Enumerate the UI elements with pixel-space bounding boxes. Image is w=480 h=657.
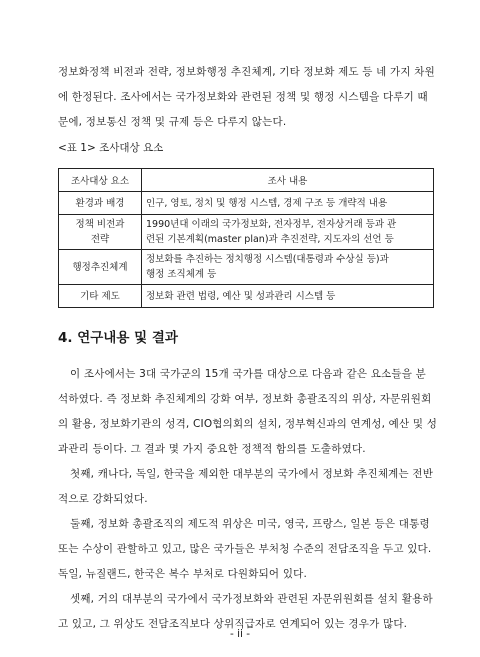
body-line: 적으로 강화되었다.	[58, 493, 148, 505]
survey-elements-table	[58, 168, 434, 308]
body-line: 과관리 등이다. 그 결과 몇 가지 중요한 정책적 함의를 도출하였다.	[58, 443, 366, 455]
cell-text: 정보화를 추진하는 정치행정 시스템(대통령과 수상실 등)과	[146, 254, 389, 265]
table-cell-content	[142, 192, 434, 215]
body-paragraph-1	[58, 362, 438, 462]
body-paragraph-3	[58, 512, 430, 587]
table-cell-category	[59, 192, 142, 215]
table-row	[59, 250, 434, 285]
table-header-category: 조사대상 요소	[59, 169, 142, 192]
cell-text: 행정추진체계	[72, 261, 128, 273]
intro-line: 에 한정된다. 조사에서는 국가정보화와 관련된 정책 및 행정 시스템을 다루기 때	[58, 91, 428, 103]
body-line: 독일, 뉴질랜드, 한국은 복수 부처로 다원화되어 있다.	[58, 568, 308, 580]
table-caption: <표 1> 조사대상 요소	[58, 142, 164, 154]
body-line: 의 활용, 정보화기관의 성격, CIO협의회의 설치, 정부혁신과의 연계성, 예산 및 성	[58, 418, 438, 430]
cell-text: 련된 기본계획(master plan)과 추진전략, 지도자의 선언 등	[146, 234, 394, 245]
cell-text: 정책 비전과	[75, 219, 125, 230]
body-line: 고 있고, 그 위상도 전담조직보다 상위직급자로 연계되어 있는 경우가 많다.	[58, 618, 408, 630]
intro-line: 정보화정책 비전과 전략, 정보화행정 추진체계, 기타 정보화 제도 등 네 가지 차원	[58, 66, 435, 78]
cell-text: 행정 조직체계 등	[146, 269, 217, 280]
body-line: 셋째, 거의 대부분의 국가에서 국가정보화와 관련된 자문위원회를 설치 활용하	[70, 593, 433, 605]
intro-line: 문에, 정보통신 정책 및 규제 등은 다루지 않는다.	[58, 116, 287, 128]
table-header-content: 조사 내용	[142, 169, 434, 192]
cell-text: 환경과 배경	[75, 197, 125, 209]
table-cell-category	[59, 250, 142, 285]
cell-text: 기타 제도	[80, 290, 120, 302]
table-cell-category	[59, 285, 142, 308]
cell-text: 인구, 영토, 정치 및 행정 시스템, 경제 구조 등 개략적 내용	[146, 197, 388, 209]
intro-paragraph	[58, 60, 435, 135]
table-cell-content	[142, 285, 434, 308]
table-row	[59, 215, 434, 250]
body-line: 석하였다. 즉 정보화 추진체계의 강화 여부, 정보화 총괄조직의 위상, 자문위원회	[58, 393, 432, 405]
body-paragraph-2	[58, 462, 434, 512]
cell-text: 정보화 관련 법령, 예산 및 성과관리 시스템 등	[146, 290, 336, 302]
cell-text: 전략	[90, 234, 110, 245]
table-cell-content	[142, 250, 434, 285]
cell-text: 1990년대 이래의 국가정보화, 전자정부, 전자상거래 등과 관	[146, 219, 397, 230]
section-heading: 4. 연구내용 및 결과	[58, 330, 178, 346]
table-cell-content	[142, 215, 434, 250]
body-line: 첫째, 캐나다, 독일, 한국을 제외한 대부분의 국가에서 정보화 추진체계는 전반	[70, 468, 434, 480]
body-line: 또는 수상이 관할하고 있고, 많은 국가들은 부처청 수준의 전담조직을 두고 있다.	[58, 543, 432, 555]
table-header-row	[59, 169, 434, 192]
table-cell-category	[59, 215, 142, 250]
page-number: - ii -	[229, 628, 251, 640]
table-row	[59, 285, 434, 308]
body-line: 이 조사에서는 3대 국가군의 15개 국가를 대상으로 다음과 같은 요소들을 분	[70, 368, 426, 380]
body-line: 둘째, 정보화 총괄조직의 제도적 위상은 미국, 영국, 프랑스, 일본 등은 대통령	[70, 518, 430, 530]
table-row	[59, 192, 434, 215]
